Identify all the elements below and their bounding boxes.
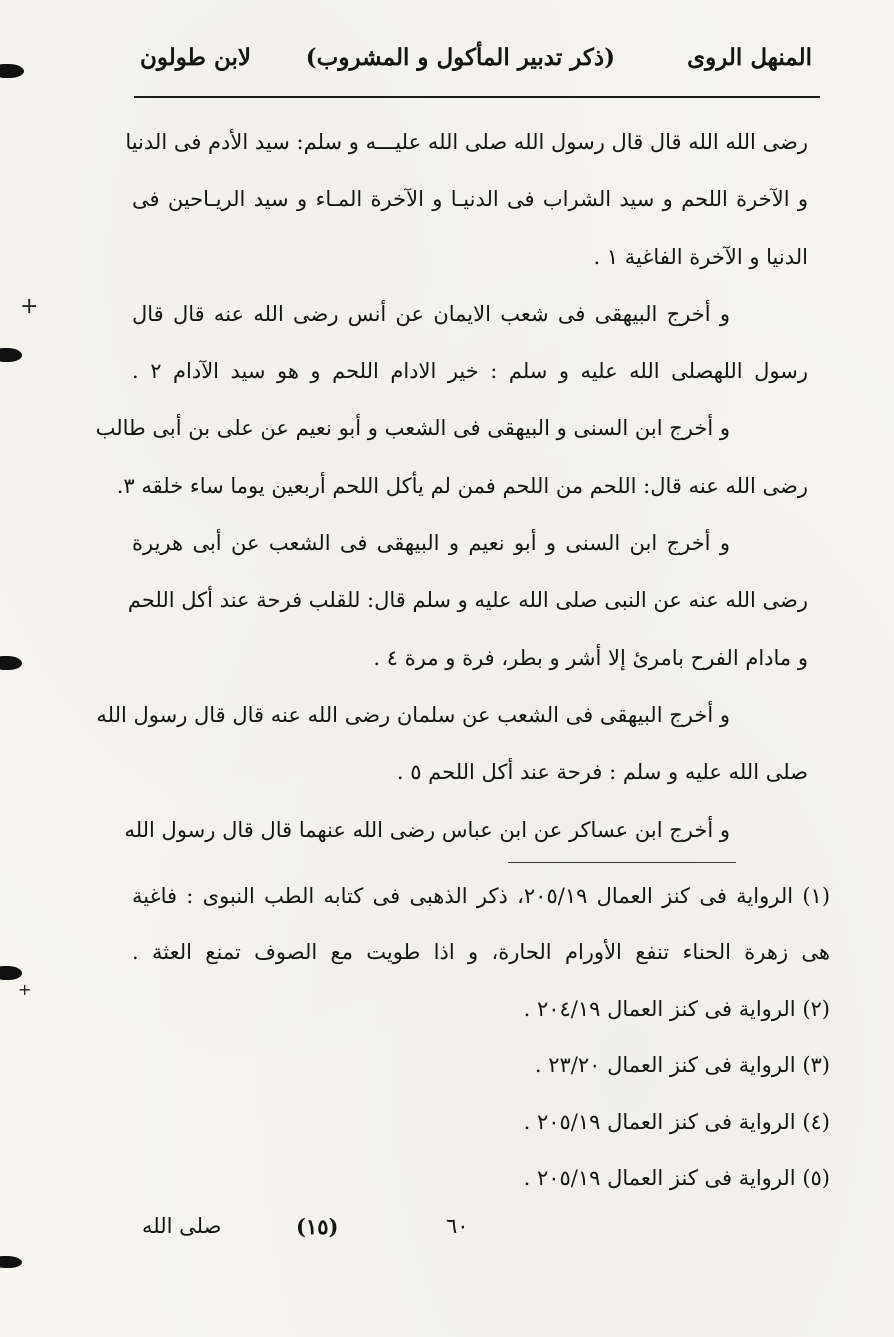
- running-header: [140, 44, 820, 90]
- signature-mark: (١٥): [296, 1214, 339, 1239]
- footnote-line: (٤) الرواية فى كنز العمال ٢٠٥/١٩ .: [523, 1109, 830, 1134]
- text-line: رضى الله عنه قال: اللحم من اللحم فمن لم يأكل اللحم أربعين يوما ساء خلقه ٣.: [116, 473, 808, 498]
- scan-mark: [0, 656, 22, 670]
- catchword: صلى الله: [142, 1214, 222, 1238]
- footnote-rule: [508, 862, 736, 863]
- scan-mark: [0, 64, 24, 78]
- registration-cross: +: [20, 294, 39, 319]
- text-line: و الآخرة اللحم و سيد الشراب فى الدنيـا و الآخرة المـاء و سيد الريـاحين فى: [132, 187, 808, 212]
- text-line: و أخرج البيهقى فى الشعب عن سلمان رضى الله عنه قال قال رسول الله: [96, 702, 730, 727]
- page-footer: [0, 1214, 894, 1254]
- scan-mark: [0, 966, 22, 980]
- text-line: رسول اللهصلى الله عليه و سلم : خير الادام اللحم و هو سيد الآدام ٢ .: [132, 359, 808, 384]
- text-line: و أخرج ابن السنى و أبو نعيم و البيهقى فى الشعب عن أبى هريرة: [132, 531, 730, 556]
- text-line: و أخرج ابن السنى و البيهقى فى الشعب و أبو نعيم عن على بن أبى طالب: [95, 416, 730, 441]
- text-line: رضى الله الله قال قال رسول الله صلى الله عليـــه و سلم: سيد الأدم فى الدنيا: [125, 130, 808, 154]
- footnote-line: (١) الرواية فى كنز العمال ٢٠٥/١٩، ذكر الذهبى فى كتابه الطب النبوى : فاغية: [132, 884, 831, 908]
- header-book-title: المنهل الروى: [687, 44, 812, 71]
- text-line: و مادام الفرح بامرئ إلا أشر و بطر، فرة و مرة ٤ .: [373, 645, 808, 670]
- header-author: لابن طولون: [140, 44, 252, 71]
- text-line: صلى الله عليه و سلم : فرحة عند أكل اللحم ٥ .: [396, 760, 808, 785]
- text-line: رضى الله عنه عن النبى صلى الله عليه و سلم قال: للقلب فرحة عند أكل اللحم: [127, 588, 808, 613]
- footnote-line: (٣) الرواية فى كنز العمال ٢٣/٢٠ .: [534, 1053, 830, 1078]
- footnote-line: هى زهرة الحناء تنفع الأورام الحارة، و اذا طويت مع الصوف تمنع العثة .: [132, 940, 830, 965]
- text-line: و أخرج ابن عساكر عن ابن عباس رضى الله عنهما قال قال رسول الله: [124, 817, 730, 842]
- text-line: الدنيا و الآخرة الفاغية ١ .: [593, 244, 808, 269]
- registration-cross: +: [18, 980, 32, 999]
- header-chapter-title: (ذكر تدبير المأكول و المشروب): [305, 44, 615, 71]
- footnote-line: (٥) الرواية فى كنز العمال ٢٠٥/١٩ .: [523, 1165, 830, 1190]
- footnote-line: (٢) الرواية فى كنز العمال ٢٠٤/١٩ .: [523, 996, 830, 1021]
- text-line: و أخرج البيهقى فى شعب الايمان عن أنس رضى الله عنه قال قال: [132, 301, 730, 326]
- footnotes: [132, 868, 830, 1206]
- main-text: [95, 114, 808, 859]
- scan-mark: [0, 1256, 22, 1268]
- scan-mark: [0, 348, 22, 362]
- page-number: ٦٠: [446, 1214, 469, 1238]
- header-rule: [134, 96, 820, 98]
